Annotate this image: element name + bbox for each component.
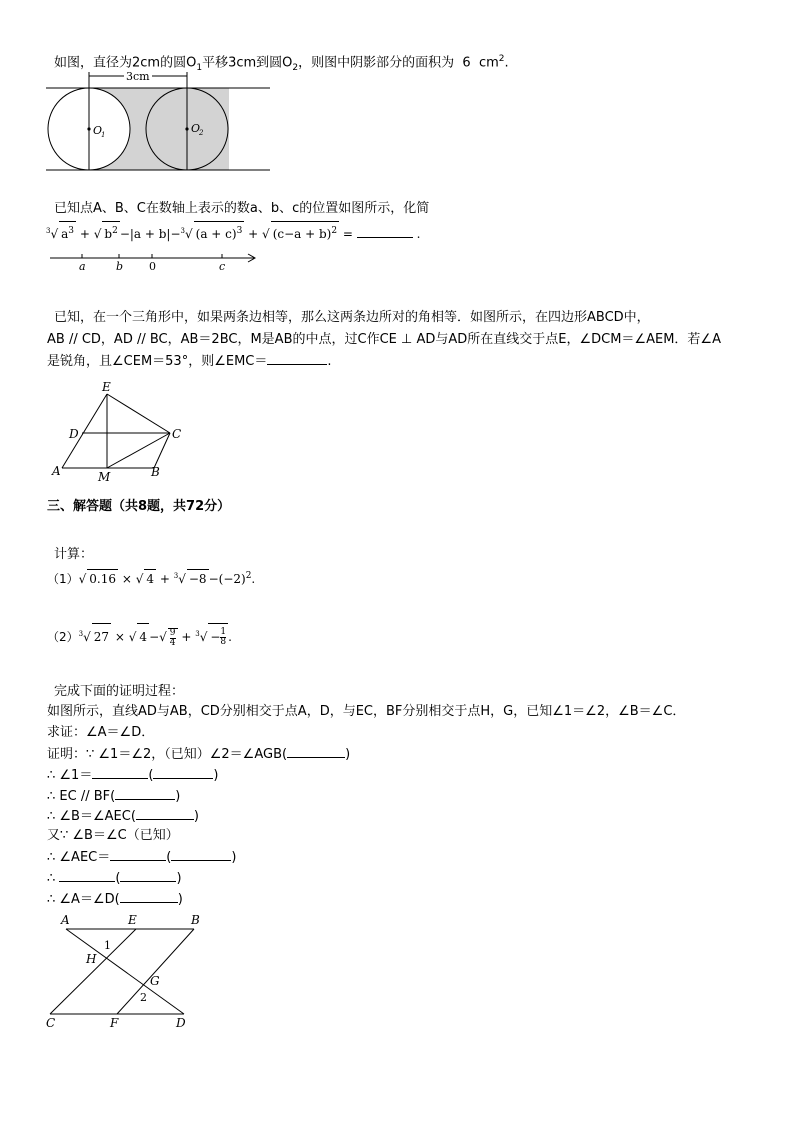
step2-open: ( <box>148 768 154 783</box>
step7-text: ∴ <box>47 871 60 886</box>
cab-term: (c−a + b) <box>272 227 332 241</box>
proof-step-7 <box>47 869 182 888</box>
p1-radicand-3: −8 <box>187 569 209 588</box>
proof-step-8 <box>47 890 183 909</box>
q-quad-line1: 已知，在一个三角形中，如果两条边相等，那么这两条边所对的角相等．如图所示，在四边形ABCD中， <box>54 310 650 325</box>
label-e: E <box>102 380 111 394</box>
a-exp: 3 <box>68 226 75 236</box>
q-calc-part2 <box>47 621 232 650</box>
label-o1-sub: 1 <box>101 131 106 139</box>
p1-label: （1） <box>47 572 79 586</box>
step1-blank[interactable] <box>287 745 345 758</box>
ac-term: (a + c) <box>195 227 237 241</box>
step7-open: ( <box>115 871 121 886</box>
p2-root-index-2: 3 <box>195 630 200 638</box>
q-proof-given: 如图所示，直线AD与AB，CD分别相交于点A，D，与EC，BF分别相交于点H，G，已知∠1＝∠2，∠B＝∠C． <box>47 704 686 719</box>
label-1: 1 <box>104 939 111 952</box>
line-bf <box>117 929 194 1014</box>
step7-close: ) <box>176 871 182 886</box>
p1-radical-1: √ <box>78 572 87 586</box>
step6-close: ) <box>231 850 237 865</box>
numline-period: . <box>416 227 421 241</box>
p2-times: × <box>114 630 125 644</box>
p1-radical-3: √ <box>178 572 186 586</box>
b-var: b <box>104 227 113 241</box>
p1-end: . <box>251 572 256 586</box>
label-b: b <box>116 260 124 273</box>
p2-fraction-1 <box>168 628 178 648</box>
proof-step-6 <box>47 848 236 867</box>
radical-2: √ <box>93 227 102 241</box>
radicand-b2 <box>102 221 119 243</box>
edge-mc <box>107 433 170 468</box>
label-b: B <box>151 465 160 479</box>
step3-close: ) <box>175 789 181 804</box>
p2-neg: − <box>210 630 221 644</box>
abs-term: −|a + b|− <box>119 227 181 241</box>
q-circle-period: . <box>504 55 509 71</box>
proof-figure <box>44 912 214 1032</box>
label-m: M <box>98 470 111 484</box>
p1-plus: + <box>159 572 170 586</box>
section-title: 三、解答题（共8题，共72分） <box>47 499 231 514</box>
step6-blank-a[interactable] <box>110 848 166 861</box>
p1-radicand-1: 0.16 <box>87 569 118 588</box>
p2-radicand-1: 27 <box>92 623 111 650</box>
step1-text: 证明：∵ ∠1＝∠2，（已知）∠2＝∠AGB( <box>47 747 288 762</box>
proof-step-4 <box>47 807 199 826</box>
label-o2-sub: 2 <box>199 129 204 137</box>
step8-close: ) <box>177 892 183 907</box>
q-circle-sub1: 1 <box>196 62 203 73</box>
line-ec <box>50 929 136 1014</box>
cab-exp: 2 <box>331 226 338 236</box>
p2-plus: + <box>181 630 192 644</box>
step4-close: ) <box>193 809 199 824</box>
step6-blank-b[interactable] <box>171 848 231 861</box>
q-quad-period: . <box>327 354 332 369</box>
p1-times: × <box>121 572 132 586</box>
step4-blank[interactable] <box>136 807 194 820</box>
p2-frac2-den: 8 <box>220 637 227 647</box>
p1-radical-2: √ <box>135 572 144 586</box>
number-line-figure <box>50 248 260 272</box>
b-exp: 2 <box>112 226 118 236</box>
radical-3: √ <box>185 227 193 241</box>
p2-radical-2: √ <box>128 630 137 644</box>
p1-exp: 2 <box>245 571 252 581</box>
label-d: D <box>176 1016 186 1030</box>
step3-text: ∴ EC // BF( <box>47 789 116 804</box>
center-o2 <box>185 127 188 130</box>
edge-ec <box>107 394 170 433</box>
radicand-a3 <box>59 221 76 243</box>
p2-label: （2） <box>47 630 79 644</box>
p2-frac2-num: 1 <box>220 627 227 637</box>
step4-text: ∴ ∠B＝∠AEC( <box>47 809 136 824</box>
q-numline-line1: 已知点A、B、C在数轴上表示的数a、b、c的位置如图所示，化简 <box>54 201 430 216</box>
a-var: a <box>61 227 69 241</box>
step5-text: 又∵ ∠B＝∠C（已知） <box>47 828 179 843</box>
label-c: c <box>219 260 226 273</box>
p2-minus: − <box>149 630 160 644</box>
p2-root-index-1: 3 <box>78 630 84 638</box>
q-quad-line2: AB // CD，AD // BC，AB＝2BC，M是AB的中点，过C作CE ⊥ AD与AD所在直线交于点E，∠DCM＝∠AEM．若∠A <box>47 332 721 347</box>
label-0: 0 <box>149 260 156 273</box>
label-e: E <box>128 913 137 927</box>
p1-tail: −(−2) <box>208 572 246 586</box>
p1-root-index: 3 <box>173 572 179 580</box>
step8-text: ∴ ∠A＝∠D( <box>47 892 120 907</box>
answer-blank-quad[interactable] <box>267 352 327 365</box>
label-a: a <box>79 260 86 273</box>
center-o1 <box>87 127 90 130</box>
p2-radical-1: √ <box>83 630 91 644</box>
step2-text: ∴ ∠1＝ <box>47 768 93 783</box>
root-index-1: 3 <box>46 227 51 235</box>
p2-radical-3: √ <box>159 630 167 644</box>
q-proof-prove: 求证：∠A＝∠D． <box>47 725 155 740</box>
q-circle-unit-sup: 2 <box>498 54 505 64</box>
label-g: G <box>150 974 160 988</box>
plus-2: + <box>248 227 259 241</box>
q-circle-text-3: ，则图中阴影部分的面积为 <box>298 55 455 71</box>
dim-label: 3cm <box>126 70 150 83</box>
q-quad-line3-text: 是锐角，且∠CEM＝53°，则∠EMC＝ <box>47 354 268 369</box>
step6-open: ( <box>166 850 172 865</box>
label-h: H <box>86 952 97 966</box>
p2-radicand-2: 4 <box>137 623 149 650</box>
q-proof-intro: 完成下面的证明过程： <box>54 684 185 699</box>
root-index-3: 3 <box>180 227 185 235</box>
step1-close: ) <box>345 747 351 762</box>
proof-step-3 <box>47 787 180 806</box>
circle-translation-figure <box>44 66 274 176</box>
step6-text: ∴ ∠AEC＝ <box>47 850 111 865</box>
p2-fraction-2 <box>220 628 226 647</box>
q-circle-answer: 6 <box>462 55 471 71</box>
step2-close: ) <box>213 768 219 783</box>
q-circle-unit: cm <box>478 55 499 71</box>
q-quad-line3 <box>47 352 332 371</box>
label-c: C <box>172 427 182 441</box>
label-a: A <box>61 913 70 927</box>
step2-blank-b[interactable] <box>153 766 213 779</box>
q-numline-expression <box>46 221 420 243</box>
step7-blank-b[interactable] <box>120 869 176 882</box>
p2-radical-4: √ <box>199 630 208 644</box>
label-f: F <box>110 1016 119 1030</box>
equals: = <box>342 227 353 241</box>
label-d: D <box>69 427 79 441</box>
step7-blank-a[interactable] <box>59 869 115 882</box>
radicand-ac <box>194 221 245 243</box>
proof-step-5 <box>47 827 179 845</box>
plus-1: + <box>79 227 90 241</box>
edge-bc <box>154 433 170 468</box>
label-o1: O <box>93 124 103 137</box>
radical-1: √ <box>50 227 59 241</box>
p2-radicand-4 <box>208 623 228 650</box>
step2-blank-a[interactable] <box>92 766 148 779</box>
label-c: C <box>46 1016 56 1030</box>
p2-frac1-num: 9 <box>169 627 176 638</box>
answer-blank-numline[interactable] <box>357 225 413 238</box>
label-a: A <box>52 464 61 478</box>
q-calc-part1 <box>47 567 255 588</box>
q-circle-sub2: 2 <box>292 62 299 73</box>
q-calc-intro: 计算： <box>54 547 94 562</box>
radical-4: √ <box>262 227 270 241</box>
proof-step-2 <box>47 766 219 785</box>
p2-frac1-den: 4 <box>169 637 176 648</box>
q-circle-text-1: 如图，直径为2cm的圆O <box>54 55 197 71</box>
step3-blank[interactable] <box>115 787 175 800</box>
p1-radicand-2: 4 <box>144 569 156 588</box>
step8-blank[interactable] <box>120 890 178 903</box>
q-circle-text-2: 平移3cm到圆O <box>202 55 293 71</box>
label-o2: O <box>191 122 201 135</box>
quadrilateral-figure <box>50 380 190 485</box>
label-2: 2 <box>140 991 147 1004</box>
radicand-cab <box>271 221 339 243</box>
proof-step-1 <box>47 745 350 764</box>
p2-end: . <box>228 630 232 644</box>
line-ad <box>66 929 184 1014</box>
ac-exp: 3 <box>236 226 243 236</box>
label-b: B <box>191 913 200 927</box>
